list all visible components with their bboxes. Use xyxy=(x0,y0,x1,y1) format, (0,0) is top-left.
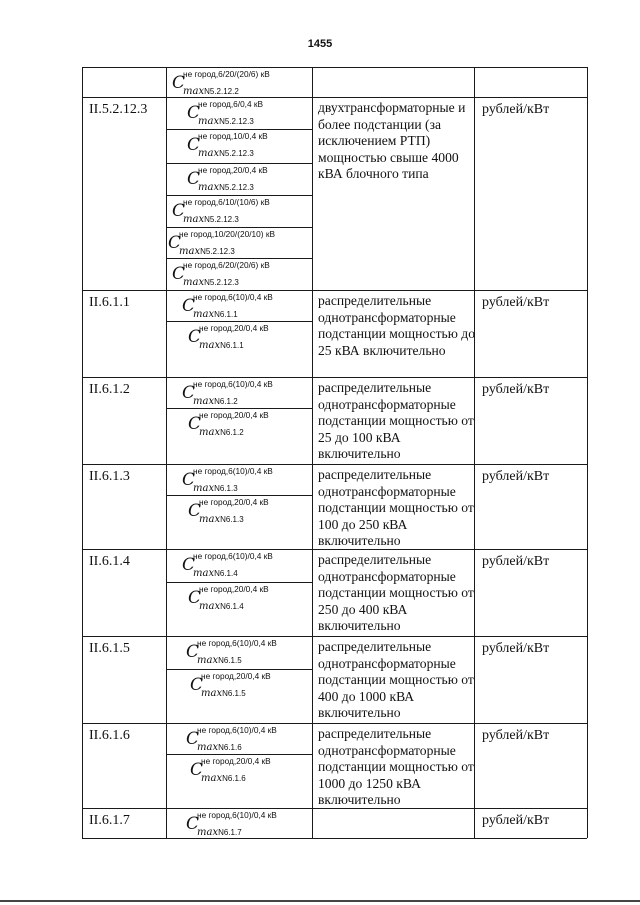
formula-max: max xyxy=(201,773,223,784)
row-unit: рублей/кВт xyxy=(482,469,550,484)
formula-max: max xyxy=(198,116,220,127)
formula-symbol: C xyxy=(187,135,201,155)
row-border xyxy=(82,464,587,465)
formula-subscript xyxy=(193,479,238,495)
formula-superscript: не город,20/0,4 кВ xyxy=(201,671,271,681)
formula-max: max xyxy=(199,427,221,438)
formula-symbol: C xyxy=(168,233,182,253)
formula-subscript xyxy=(193,392,238,408)
formula-max: max xyxy=(197,827,219,838)
formula-subscript xyxy=(199,336,244,352)
formula-symbol: C xyxy=(188,327,202,347)
formula-superscript: не город,6(10)/0,4 кВ xyxy=(193,379,273,389)
formula-superscript: не город,6(10)/0,4 кВ xyxy=(197,638,277,648)
column-border xyxy=(587,67,588,838)
row-unit: рублей/кВт xyxy=(482,813,550,828)
formula-index: N6.1.1 xyxy=(220,341,244,350)
formula-symbol: C xyxy=(188,501,202,521)
formula-symbol: C xyxy=(172,201,186,221)
row-unit: рублей/кВт xyxy=(482,382,550,397)
row-unit: рублей/кВт xyxy=(482,641,550,656)
row-description: распределительные однотрансформаторные подстанции мощностью от 250 до 400 кВА включительно xyxy=(318,552,474,633)
row-unit: рублей/кВт xyxy=(482,295,550,310)
formula-index: N6.1.2 xyxy=(214,397,238,406)
formula-max: max xyxy=(199,340,221,351)
formula-cell-border xyxy=(166,754,312,755)
formula-superscript: не город,20/0,4 кВ xyxy=(198,165,268,175)
formula-index: N5.2.12.3 xyxy=(219,117,254,126)
formula-subscript xyxy=(198,112,254,128)
formula-subscript xyxy=(179,242,235,258)
row-border xyxy=(82,290,587,291)
formula-index: N5.2.12.3 xyxy=(219,149,254,158)
formula-subscript xyxy=(201,769,246,785)
formula-index: N6.1.4 xyxy=(214,569,238,578)
formula-subscript xyxy=(197,651,242,667)
formula-max: max xyxy=(183,277,205,288)
row-description: распределительные однотрансформаторные подстанции мощностью от 100 до 250 кВА включительно xyxy=(318,467,474,548)
row-code: II.6.1.3 xyxy=(89,469,130,484)
formula-symbol: C xyxy=(182,296,196,316)
row-code: II.6.1.2 xyxy=(89,382,130,397)
formula-symbol: C xyxy=(190,760,204,780)
formula-superscript: не город,20/0,4 кВ xyxy=(199,584,269,594)
formula-symbol: C xyxy=(186,729,200,749)
formula-superscript: не город,6/10/(10/6) кВ xyxy=(183,197,270,207)
formula-max: max xyxy=(198,182,220,193)
formula-cell-border xyxy=(166,258,312,259)
row-unit: рублей/кВт xyxy=(482,728,550,743)
row-code: II.5.2.12.3 xyxy=(89,102,148,117)
formula-max: max xyxy=(198,148,220,159)
row-border xyxy=(82,97,587,98)
formula-symbol: C xyxy=(188,588,202,608)
formula-symbol: C xyxy=(182,383,196,403)
formula-subscript xyxy=(183,82,239,98)
formula-superscript: не город,20/0,4 кВ xyxy=(199,410,269,420)
formula-max: max xyxy=(193,396,215,407)
formula-cell-border xyxy=(166,129,312,130)
formula-superscript: не город,20/0,4 кВ xyxy=(199,323,269,333)
row-border xyxy=(82,377,587,378)
formula-index: N6.1.7 xyxy=(218,828,242,837)
formula-superscript: не город,6/20/(20/6) кВ xyxy=(183,260,270,270)
formula-max: max xyxy=(199,514,221,525)
formula-cell-border xyxy=(166,227,312,228)
row-border xyxy=(82,723,587,724)
formula-superscript: не город,6(10)/0,4 кВ xyxy=(193,292,273,302)
row-code: II.6.1.1 xyxy=(89,295,130,310)
formula-subscript xyxy=(183,210,239,226)
formula-index: N6.1.1 xyxy=(214,310,238,319)
formula-superscript: не город,6(10)/0,4 кВ xyxy=(193,551,273,561)
row-description: распределительные однотрансформаторные подстанции мощностью от 25 до 100 кВА включительно xyxy=(318,380,474,461)
formula-max: max xyxy=(201,688,223,699)
formula-subscript xyxy=(183,273,239,289)
formula-symbol: C xyxy=(182,555,196,575)
formula-index: N5.2.12.3 xyxy=(204,278,239,287)
formula-index: N6.1.5 xyxy=(218,656,242,665)
formula-subscript xyxy=(199,423,244,439)
formula-superscript: не город,20/0,4 кВ xyxy=(201,756,271,766)
column-border xyxy=(82,67,83,838)
formula-max: max xyxy=(183,214,205,225)
formula-index: N5.2.12.3 xyxy=(200,247,235,256)
formula-superscript: не город,6(10)/0,4 кВ xyxy=(193,466,273,476)
formula-max: max xyxy=(193,483,215,494)
formula-cell-border xyxy=(166,495,312,496)
formula-subscript xyxy=(193,305,238,321)
row-description: распределительные однотрансформаторные подстанции мощностью от 400 до 1000 кВА включительно xyxy=(318,639,474,720)
column-border xyxy=(166,67,167,838)
formula-subscript xyxy=(199,597,244,613)
formula-index: N6.1.3 xyxy=(220,515,244,524)
row-unit: рублей/кВт xyxy=(482,102,550,117)
formula-symbol: C xyxy=(190,675,204,695)
formula-subscript xyxy=(201,684,246,700)
formula-cell-border xyxy=(166,669,312,670)
row-code: II.6.1.6 xyxy=(89,728,130,743)
formula-superscript: не город,10/0,4 кВ xyxy=(198,131,268,141)
formula-index: N5.2.12.3 xyxy=(204,215,239,224)
formula-cell-border xyxy=(166,321,312,322)
formula-cell-border xyxy=(166,582,312,583)
row-description: двухтрансформаторные и более подстанции (за исключением РТП) мощностью свыше 4000 кВА блочного типа xyxy=(318,100,466,181)
formula-superscript: не город,6/0,4 кВ xyxy=(198,99,264,109)
table-bottom-border xyxy=(82,838,587,839)
formula-symbol: C xyxy=(187,103,201,123)
formula-subscript xyxy=(197,738,242,754)
formula-index: N6.1.4 xyxy=(220,602,244,611)
formula-index: N6.1.6 xyxy=(218,743,242,752)
formula-symbol: C xyxy=(182,470,196,490)
formula-symbol: C xyxy=(188,414,202,434)
row-description: распределительные однотрансформаторные подстанции мощностью до 25 кВА включительно xyxy=(318,293,475,358)
column-border xyxy=(312,67,313,838)
formula-max: max xyxy=(197,742,219,753)
formula-index: N6.1.5 xyxy=(222,689,246,698)
row-border xyxy=(82,67,587,68)
formula-max: max xyxy=(193,568,215,579)
formula-cell-border xyxy=(166,195,312,196)
formula-symbol: C xyxy=(186,642,200,662)
row-code: II.6.1.4 xyxy=(89,554,130,569)
formula-symbol: C xyxy=(172,73,186,93)
formula-max: max xyxy=(179,246,201,257)
formula-subscript xyxy=(199,510,244,526)
formula-superscript: не город,6(10)/0,4 кВ xyxy=(197,725,277,735)
formula-max: max xyxy=(183,86,205,97)
formula-index: N6.1.3 xyxy=(214,484,238,493)
formula-subscript xyxy=(197,823,242,839)
formula-superscript: не город,6/20/(20/6) кВ xyxy=(183,69,270,79)
scan-edge-line xyxy=(0,900,640,902)
formula-max: max xyxy=(193,309,215,320)
formula-subscript xyxy=(198,178,254,194)
formula-index: N6.1.6 xyxy=(222,774,246,783)
formula-index: N5.2.12.3 xyxy=(219,183,254,192)
row-unit: рублей/кВт xyxy=(482,554,550,569)
formula-superscript: не город,10/20/(20/10) кВ xyxy=(179,229,275,239)
formula-symbol: C xyxy=(187,169,201,189)
formula-superscript: не город,6(10)/0,4 кВ xyxy=(197,810,277,820)
formula-cell-border xyxy=(166,163,312,164)
row-code: II.6.1.5 xyxy=(89,641,130,656)
row-border xyxy=(82,636,587,637)
formula-max: max xyxy=(197,655,219,666)
formula-symbol: C xyxy=(186,814,200,834)
formula-index: N5.2.12.2 xyxy=(204,87,239,96)
formula-subscript xyxy=(198,144,254,160)
formula-symbol: C xyxy=(172,264,186,284)
formula-cell-border xyxy=(166,408,312,409)
formula-max: max xyxy=(199,601,221,612)
row-description: распределительные однотрансформаторные подстанции мощностью от 1000 до 1250 кВА включительно xyxy=(318,726,474,807)
row-code: II.6.1.7 xyxy=(89,813,130,828)
formula-subscript xyxy=(193,564,238,580)
formula-superscript: не город,20/0,4 кВ xyxy=(199,497,269,507)
page-number: 1455 xyxy=(307,38,333,50)
formula-index: N6.1.2 xyxy=(220,428,244,437)
